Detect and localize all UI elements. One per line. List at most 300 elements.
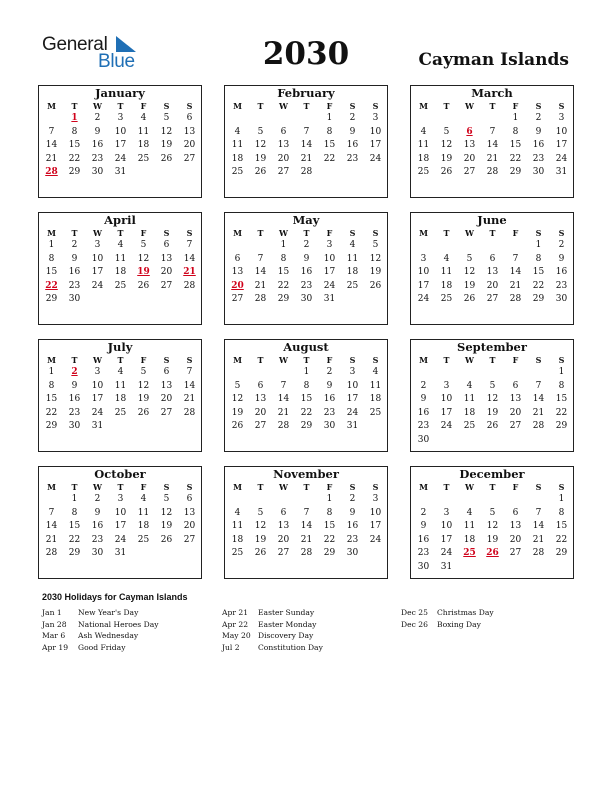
day-cell: 25	[114, 280, 127, 291]
weekday-header: M	[47, 228, 56, 238]
holiday-row	[222, 630, 397, 642]
holiday-name: New Year's Day	[78, 608, 139, 617]
month-name: February	[277, 86, 335, 100]
day-cell: 3	[94, 367, 101, 377]
empty-day-cell	[226, 366, 249, 380]
day-cell: 16	[346, 140, 359, 151]
empty-day-cell	[249, 493, 272, 507]
day-cell: 6	[280, 126, 287, 137]
weekday-header: S	[349, 101, 356, 111]
day-cell: 26	[486, 421, 499, 432]
holidays-title: 2030 Holidays for Cayman Islands	[42, 592, 188, 602]
day-cell: 19	[369, 267, 382, 278]
day-cell: 26	[231, 421, 244, 432]
weekday-header: T	[117, 355, 124, 365]
month-august	[224, 339, 388, 452]
empty-day-cell	[249, 239, 272, 253]
empty-day-cell	[481, 493, 504, 507]
day-cell: 17	[91, 394, 104, 405]
weekday-header: M	[233, 228, 242, 238]
weekday-header: S	[558, 228, 565, 238]
day-cell: 7	[535, 380, 542, 391]
weekday-header: S	[558, 101, 565, 111]
holiday-day-cell: 25	[463, 548, 476, 559]
weekday-header: S	[558, 355, 565, 365]
empty-day-cell	[458, 112, 481, 126]
day-cell: 6	[186, 494, 193, 504]
day-cell: 18	[137, 521, 150, 532]
day-cell: 13	[254, 394, 267, 405]
day-cell: 24	[91, 407, 104, 418]
day-grid	[40, 481, 201, 561]
day-cell: 7	[303, 126, 310, 137]
day-cell: 21	[254, 280, 267, 291]
day-cell: 7	[512, 253, 519, 264]
day-cell: 5	[257, 507, 264, 518]
day-cell: 23	[555, 280, 568, 291]
day-cell: 15	[532, 267, 545, 278]
day-cell: 5	[489, 507, 496, 518]
day-cell: 29	[509, 167, 522, 178]
day-cell: 26	[137, 280, 150, 291]
day-cell: 13	[277, 140, 290, 151]
day-cell: 10	[417, 267, 430, 278]
day-cell: 18	[114, 267, 127, 278]
day-cell: 27	[231, 294, 244, 305]
day-cell: 6	[257, 380, 264, 391]
day-cell: 20	[509, 534, 522, 545]
day-cell: 26	[160, 534, 173, 545]
weekday-header: F	[140, 482, 147, 492]
day-cell: 17	[440, 534, 453, 545]
day-cell: 15	[68, 521, 81, 532]
day-cell: 17	[346, 394, 359, 405]
day-cell: 9	[303, 253, 310, 264]
empty-day-cell	[226, 239, 249, 253]
day-cell: 8	[71, 507, 78, 518]
day-cell: 16	[68, 267, 81, 278]
weekday-header: T	[71, 355, 78, 365]
weekday-header: T	[443, 101, 450, 111]
day-cell: 4	[140, 113, 147, 123]
day-cell: 8	[71, 126, 78, 137]
weekday-header: S	[535, 355, 542, 365]
day-cell: 21	[532, 534, 545, 545]
day-cell: 6	[186, 113, 193, 123]
day-cell: 22	[68, 153, 81, 164]
weekday-header: S	[372, 355, 379, 365]
day-cell: 1	[71, 494, 78, 504]
day-cell: 23	[300, 280, 313, 291]
day-cell: 14	[532, 394, 545, 405]
holiday-row	[42, 607, 217, 619]
day-cell: 28	[300, 167, 313, 178]
day-cell: 20	[509, 407, 522, 418]
day-cell: 1	[326, 113, 333, 123]
day-cell: 11	[369, 380, 382, 391]
holiday-row	[42, 642, 217, 654]
weekday-header: S	[535, 228, 542, 238]
weekday-header: S	[186, 482, 193, 492]
day-cell: 27	[254, 421, 267, 432]
weekday-header: T	[117, 482, 124, 492]
day-cell: 22	[509, 153, 522, 164]
day-cell: 6	[489, 253, 496, 264]
day-cell: 12	[160, 507, 173, 518]
day-cell: 12	[254, 521, 267, 532]
day-cell: 25	[137, 534, 150, 545]
weekday-header: S	[186, 228, 193, 238]
holiday-date: May 20	[222, 631, 251, 640]
day-cell: 31	[555, 167, 568, 178]
day-cell: 19	[486, 534, 499, 545]
day-cell: 28	[509, 294, 522, 305]
weekday-header: W	[279, 355, 288, 365]
day-cell: 5	[234, 380, 241, 391]
day-cell: 1	[535, 240, 542, 250]
day-cell: 5	[163, 113, 170, 123]
day-cell: 13	[277, 521, 290, 532]
weekday-header: W	[465, 228, 474, 238]
day-cell: 27	[463, 167, 476, 178]
day-cell: 3	[420, 253, 427, 264]
empty-day-cell	[435, 112, 458, 126]
day-cell: 11	[463, 521, 476, 532]
day-cell: 10	[114, 126, 127, 137]
holiday-day-cell: 2	[71, 367, 78, 377]
day-cell: 16	[417, 407, 430, 418]
day-cell: 28	[183, 407, 196, 418]
weekday-header: T	[303, 228, 310, 238]
day-cell: 14	[486, 140, 499, 151]
day-cell: 14	[300, 140, 313, 151]
day-cell: 2	[94, 113, 101, 123]
day-cell: 13	[160, 253, 173, 264]
day-cell: 5	[372, 240, 379, 250]
day-cell: 17	[369, 140, 382, 151]
day-cell: 11	[114, 253, 127, 264]
day-cell: 24	[323, 280, 336, 291]
day-cell: 10	[91, 253, 104, 264]
day-cell: 29	[68, 548, 81, 559]
holiday-name: National Heroes Day	[78, 619, 159, 629]
day-cell: 22	[555, 534, 568, 545]
day-grid	[412, 227, 573, 307]
day-cell: 30	[323, 421, 336, 432]
day-cell: 22	[555, 407, 568, 418]
weekday-header: T	[71, 228, 78, 238]
day-cell: 27	[160, 407, 173, 418]
day-cell: 19	[231, 407, 244, 418]
day-cell: 26	[440, 167, 453, 178]
weekday-header: W	[93, 355, 102, 365]
day-cell: 28	[300, 548, 313, 559]
day-cell: 25	[231, 167, 244, 178]
month-may	[224, 212, 388, 325]
day-cell: 18	[463, 534, 476, 545]
day-cell: 7	[280, 380, 287, 391]
logo-word-blue: Blue	[98, 51, 135, 72]
weekday-header: T	[489, 228, 496, 238]
month-january	[38, 85, 202, 198]
day-cell: 14	[509, 267, 522, 278]
day-cell: 16	[417, 534, 430, 545]
weekday-header: M	[233, 482, 242, 492]
day-cell: 18	[114, 394, 127, 405]
day-cell: 25	[440, 294, 453, 305]
day-cell: 3	[558, 113, 565, 123]
weekday-header: F	[140, 228, 147, 238]
day-cell: 20	[486, 280, 499, 291]
day-cell: 6	[163, 240, 170, 250]
day-cell: 19	[254, 153, 267, 164]
day-cell: 10	[440, 394, 453, 405]
holiday-day-cell: 19	[137, 267, 150, 278]
holiday-day-cell: 22	[45, 280, 58, 291]
day-cell: 7	[48, 507, 55, 518]
month-name: October	[94, 467, 146, 481]
month-name: April	[104, 213, 136, 227]
day-cell: 4	[234, 507, 241, 518]
day-cell: 20	[277, 534, 290, 545]
weekday-header: S	[535, 482, 542, 492]
day-cell: 15	[300, 394, 313, 405]
holiday-date: Jul 2	[222, 642, 240, 652]
weekday-header: F	[326, 101, 333, 111]
weekday-header: W	[93, 101, 102, 111]
empty-day-cell	[458, 239, 481, 253]
day-cell: 29	[555, 421, 568, 432]
day-cell: 11	[114, 380, 127, 391]
weekday-header: W	[465, 355, 474, 365]
empty-day-cell	[527, 366, 550, 380]
day-cell: 20	[183, 140, 196, 151]
day-cell: 7	[257, 253, 264, 264]
weekday-header: F	[326, 482, 333, 492]
day-cell: 16	[532, 140, 545, 151]
day-cell: 8	[326, 507, 333, 518]
month-name: December	[459, 467, 525, 481]
day-cell: 23	[68, 280, 81, 291]
day-cell: 4	[140, 494, 147, 504]
day-cell: 5	[257, 126, 264, 137]
month-september	[410, 339, 574, 452]
day-cell: 19	[160, 140, 173, 151]
day-grid	[226, 354, 387, 434]
day-cell: 21	[45, 534, 58, 545]
day-cell: 12	[486, 394, 499, 405]
day-cell: 12	[463, 267, 476, 278]
weekday-header: S	[372, 101, 379, 111]
day-cell: 17	[417, 280, 430, 291]
weekday-header: T	[303, 101, 310, 111]
day-cell: 2	[349, 494, 356, 504]
day-cell: 21	[45, 153, 58, 164]
day-cell: 15	[68, 140, 81, 151]
day-cell: 21	[486, 153, 499, 164]
day-cell: 9	[94, 126, 101, 137]
day-cell: 18	[346, 267, 359, 278]
empty-day-cell	[295, 112, 318, 126]
weekday-header: T	[489, 101, 496, 111]
day-cell: 7	[186, 367, 193, 377]
day-cell: 18	[463, 407, 476, 418]
day-cell: 27	[277, 167, 290, 178]
day-cell: 19	[486, 407, 499, 418]
day-cell: 18	[137, 140, 150, 151]
day-cell: 23	[417, 421, 430, 432]
weekday-header: S	[186, 101, 193, 111]
day-cell: 8	[512, 126, 519, 137]
day-cell: 31	[91, 421, 104, 432]
weekday-header: S	[558, 482, 565, 492]
day-cell: 23	[323, 407, 336, 418]
day-cell: 20	[277, 153, 290, 164]
day-cell: 29	[555, 548, 568, 559]
day-cell: 7	[489, 126, 496, 137]
weekday-header: T	[303, 355, 310, 365]
empty-day-cell	[458, 366, 481, 380]
day-cell: 9	[420, 394, 427, 405]
day-cell: 30	[417, 561, 430, 572]
weekday-header: W	[279, 228, 288, 238]
page-title-year: 2030	[262, 36, 350, 72]
day-cell: 5	[443, 126, 450, 137]
day-cell: 2	[420, 380, 427, 391]
day-cell: 9	[71, 380, 78, 391]
day-cell: 28	[532, 421, 545, 432]
weekday-header: F	[512, 101, 519, 111]
weekday-header: T	[117, 101, 124, 111]
day-cell: 25	[137, 153, 150, 164]
empty-day-cell	[249, 112, 272, 126]
day-cell: 13	[231, 267, 244, 278]
holiday-day-cell: 26	[486, 548, 499, 559]
day-cell: 17	[369, 521, 382, 532]
month-name: August	[283, 340, 329, 354]
day-cell: 31	[114, 167, 127, 178]
day-cell: 3	[349, 367, 356, 377]
day-grid	[226, 481, 387, 561]
day-grid	[40, 100, 201, 180]
day-cell: 6	[512, 380, 519, 391]
month-name: May	[292, 213, 320, 227]
day-cell: 13	[463, 140, 476, 151]
day-cell: 12	[231, 394, 244, 405]
day-cell: 18	[231, 153, 244, 164]
month-name: September	[457, 340, 527, 354]
weekday-header: S	[372, 228, 379, 238]
day-cell: 30	[68, 421, 81, 432]
day-cell: 6	[512, 507, 519, 518]
day-cell: 8	[303, 380, 310, 391]
day-cell: 7	[48, 126, 55, 137]
day-cell: 24	[555, 153, 568, 164]
day-cell: 16	[91, 140, 104, 151]
weekday-header: T	[489, 482, 496, 492]
weekday-header: T	[117, 228, 124, 238]
day-cell: 24	[440, 548, 453, 559]
month-february	[224, 85, 388, 198]
day-cell: 30	[555, 294, 568, 305]
day-cell: 23	[68, 407, 81, 418]
day-cell: 20	[463, 153, 476, 164]
day-cell: 17	[440, 407, 453, 418]
empty-day-cell	[272, 112, 295, 126]
day-cell: 24	[440, 421, 453, 432]
day-cell: 14	[532, 521, 545, 532]
day-cell: 15	[323, 521, 336, 532]
weekday-header: F	[512, 228, 519, 238]
day-cell: 12	[440, 140, 453, 151]
day-cell: 10	[323, 253, 336, 264]
day-cell: 5	[163, 494, 170, 504]
holiday-day-cell: 6	[466, 126, 473, 137]
day-cell: 8	[280, 253, 287, 264]
day-cell: 23	[91, 153, 104, 164]
day-cell: 29	[45, 294, 58, 305]
day-cell: 11	[463, 394, 476, 405]
day-cell: 27	[509, 421, 522, 432]
day-cell: 15	[45, 394, 58, 405]
weekday-header: S	[163, 482, 170, 492]
day-cell: 13	[509, 521, 522, 532]
holiday-name: Boxing Day	[437, 619, 481, 629]
day-cell: 25	[231, 548, 244, 559]
day-cell: 1	[303, 367, 310, 377]
day-cell: 8	[48, 380, 55, 391]
weekday-header: S	[186, 355, 193, 365]
holiday-column	[42, 607, 217, 653]
day-cell: 2	[535, 113, 542, 123]
day-grid	[226, 227, 387, 307]
weekday-header: W	[93, 482, 102, 492]
month-name: June	[477, 213, 507, 227]
holiday-row	[222, 607, 397, 619]
day-cell: 11	[346, 253, 359, 264]
day-cell: 2	[71, 240, 78, 250]
weekday-header: M	[47, 101, 56, 111]
day-cell: 24	[91, 280, 104, 291]
weekday-header: W	[93, 228, 102, 238]
empty-day-cell	[481, 239, 504, 253]
day-cell: 10	[91, 380, 104, 391]
empty-day-cell	[249, 366, 272, 380]
holiday-day-cell: 1	[71, 113, 78, 123]
day-cell: 15	[323, 140, 336, 151]
weekday-header: M	[419, 101, 428, 111]
weekday-header: W	[465, 101, 474, 111]
day-cell: 8	[326, 126, 333, 137]
day-cell: 28	[45, 548, 58, 559]
holiday-name: Ash Wednesday	[78, 631, 139, 640]
day-cell: 1	[48, 240, 55, 250]
day-cell: 8	[558, 507, 565, 518]
day-cell: 29	[300, 421, 313, 432]
empty-day-cell	[435, 366, 458, 380]
weekday-header: W	[465, 482, 474, 492]
day-cell: 8	[558, 380, 565, 391]
month-december	[410, 466, 574, 579]
day-cell: 4	[117, 240, 124, 250]
day-cell: 6	[280, 507, 287, 518]
day-cell: 21	[300, 534, 313, 545]
day-cell: 20	[160, 267, 173, 278]
day-cell: 23	[532, 153, 545, 164]
weekday-header: S	[535, 101, 542, 111]
empty-day-cell	[435, 493, 458, 507]
day-cell: 19	[440, 153, 453, 164]
